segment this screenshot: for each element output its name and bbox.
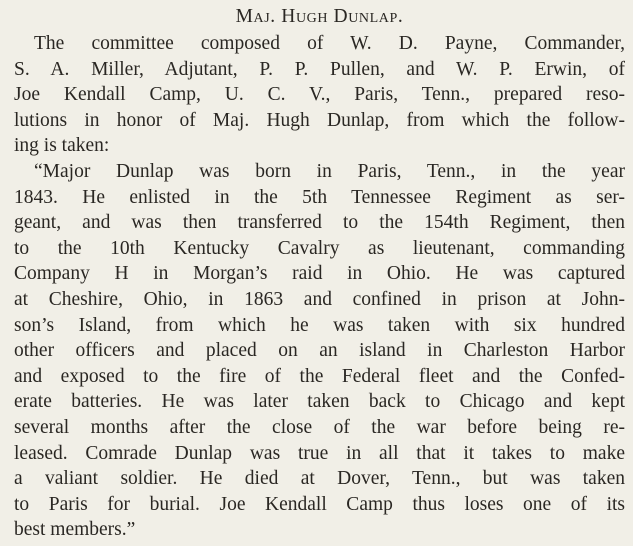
text-line: several months after the close of the war before being re- (14, 416, 625, 438)
paragraph-resolution-quote (14, 159, 625, 543)
text-line: ing is taken: (14, 135, 110, 157)
text-line: geant, and was then transferred to the 154th Regiment, then (14, 212, 625, 234)
text-line: The committee composed of W. D. Payne, Commander, (34, 33, 625, 54)
article-title: Maj. Hugh Dunlap. (235, 6, 404, 27)
text-line: leased. Comrade Dunlap was true in all that it takes to make (14, 442, 625, 464)
text-line: other officers and placed on an island in Charleston Harbor (14, 340, 625, 362)
text-line: erate batteries. He was later taken back to Chicago and kept (14, 391, 625, 413)
text-line: son’s Island, from which he was taken with six hundred (14, 314, 625, 336)
text-line: to the 10th Kentucky Cavalry as lieutenant, commanding (14, 237, 625, 259)
text-line: and exposed to the fire of the Federal fleet and the Confed- (14, 365, 625, 387)
text-line: best members.” (14, 519, 136, 541)
text-line: at Cheshire, Ohio, in 1863 and confined in prison at John- (14, 288, 625, 310)
text-line: to Paris for burial. Joe Kendall Camp thus loses one of its (14, 493, 625, 515)
text-line: lutions in honor of Maj. Hugh Dunlap, from which the follow- (14, 109, 625, 131)
text-line: S. A. Miller, Adjutant, P. P. Pullen, and W. P. Erwin, of (14, 58, 625, 80)
text-line: a valiant soldier. He died at Dover, Tenn., but was taken (14, 468, 625, 490)
text-line: “Major Dunlap was born in Paris, Tenn., in the year (34, 160, 625, 182)
text-line: Joe Kendall Camp, U. C. V., Paris, Tenn., prepared reso- (14, 84, 625, 106)
text-line: Company H in Morgan’s raid in Ohio. He was captured (14, 263, 625, 285)
text-line: 1843. He enlisted in the 5th Tennessee Regiment as ser- (14, 186, 625, 208)
paragraph-committee (14, 31, 625, 159)
